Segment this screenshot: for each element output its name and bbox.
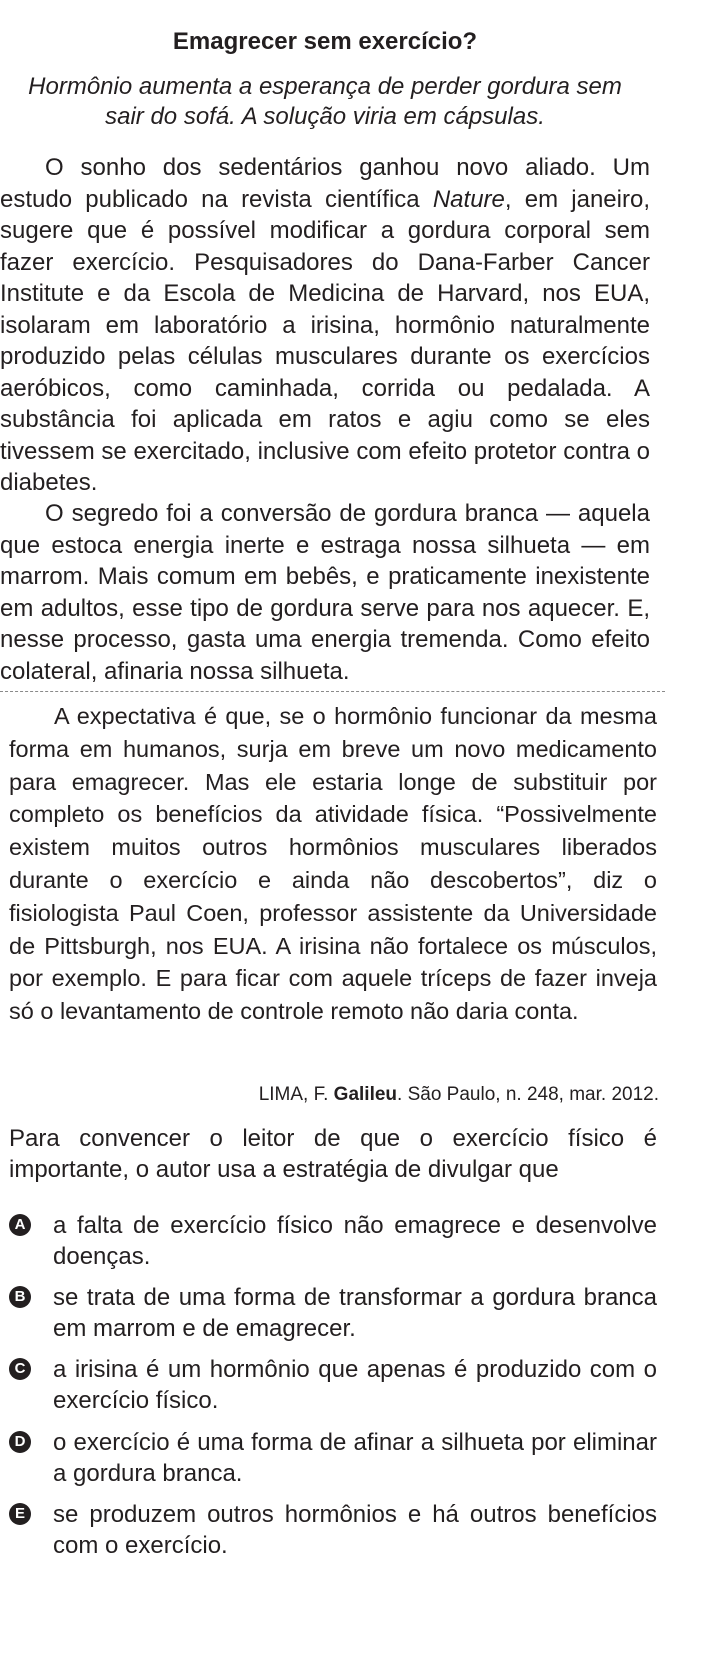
journal-name: Nature bbox=[432, 185, 505, 213]
option-e-text: se produzem outros hormônios e há outros benefícios com o exercício. bbox=[53, 1501, 657, 1559]
article-paragraph-1 bbox=[0, 152, 650, 499]
option-e-letter-icon: E bbox=[9, 1503, 31, 1525]
option-c-text: a irisina é um hormônio que apenas é produzido com o exercício físico. bbox=[53, 1356, 657, 1414]
article-paragraph-2: O segredo foi a conversão de gordura branca — aquela que estoca energia inerte e estraga nossa silhueta — em marrom. Mais comum em bebês, e praticamente inexistente em adultos, esse tipo de gordura serve para nos aquecer. E, nesse processo, gasta uma energia tremenda. Como efeito colateral, afinaria nossa silhueta. bbox=[0, 500, 650, 685]
option-b[interactable] bbox=[9, 1282, 657, 1344]
citation-publication: Galileu bbox=[333, 1084, 398, 1105]
option-a[interactable] bbox=[9, 1210, 657, 1272]
option-a-letter-icon: A bbox=[9, 1214, 31, 1236]
article-paragraph-3: A expectativa é que, se o hormônio funcionar da mesma forma em humanos, surja em breve um novo medicamento para emagrecer. Mas ele estaria longe de substituir por completo os benefícios da atividade física. “Possivelmente existem muitos outros hormônios musculares liberados durante o exercício e ainda não descobertos”, diz o fisiologista Paul Coen, professor assistente da Universidade de Pittsburgh, nos EUA. A irisina não fortalece os músculos, por exemplo. E para ficar com aquele tríceps de fazer inveja só o levantamento de controle remoto não daria conta. bbox=[9, 703, 657, 1025]
option-e[interactable] bbox=[9, 1499, 657, 1561]
article-subtitle: Hormônio aumenta a esperança de perder gordura sem sair do sofá. A solução viria em cápsulas. bbox=[28, 73, 622, 130]
option-c-letter-icon: C bbox=[9, 1358, 31, 1380]
question-stem: Para convencer o leitor de que o exercício físico é importante, o autor usa a estratégia de divulgar que bbox=[9, 1125, 657, 1183]
option-b-text: se trata de uma forma de transformar a gordura branca em marrom e de emagrecer. bbox=[53, 1284, 657, 1342]
article-title: Emagrecer sem exercício? bbox=[172, 28, 478, 55]
paragraph-1-text-end: , em janeiro, sugere que é possível modificar a gordura corporal sem fazer exercício. Pesquisadores do Dana-Farber Cancer Institute e da Escola de Medicina de Harvard, nos EUA, isolaram em laboratório a irisina, hormônio naturalmente produzido pelas células musculares durante os exercícios aeróbicos, como caminhada, corrida ou pedalada. A substância foi aplicada em ratos e agiu como se eles tivessem se exercitado, inclusive com efeito protetor contra o diabetes. bbox=[0, 185, 650, 496]
paragraph-1-text-start: O sonho dos sedentários ganhou novo aliado. Um estudo publicado na revista científica bbox=[0, 154, 650, 213]
option-d-letter-icon: D bbox=[9, 1431, 31, 1453]
option-d[interactable] bbox=[9, 1427, 657, 1489]
option-a-text: a falta de exercício físico não emagrece e desenvolve doenças. bbox=[53, 1212, 657, 1270]
page-separator bbox=[0, 691, 665, 692]
option-d-text: o exercício é uma forma de afinar a silhueta por eliminar a gordura branca. bbox=[53, 1429, 657, 1487]
option-b-letter-icon: B bbox=[9, 1286, 31, 1308]
citation-details: . São Paulo, n. 248, mar. 2012. bbox=[397, 1084, 659, 1105]
citation-author: LIMA, F. bbox=[258, 1084, 334, 1105]
source-citation bbox=[259, 1083, 659, 1107]
option-c[interactable] bbox=[9, 1354, 657, 1416]
